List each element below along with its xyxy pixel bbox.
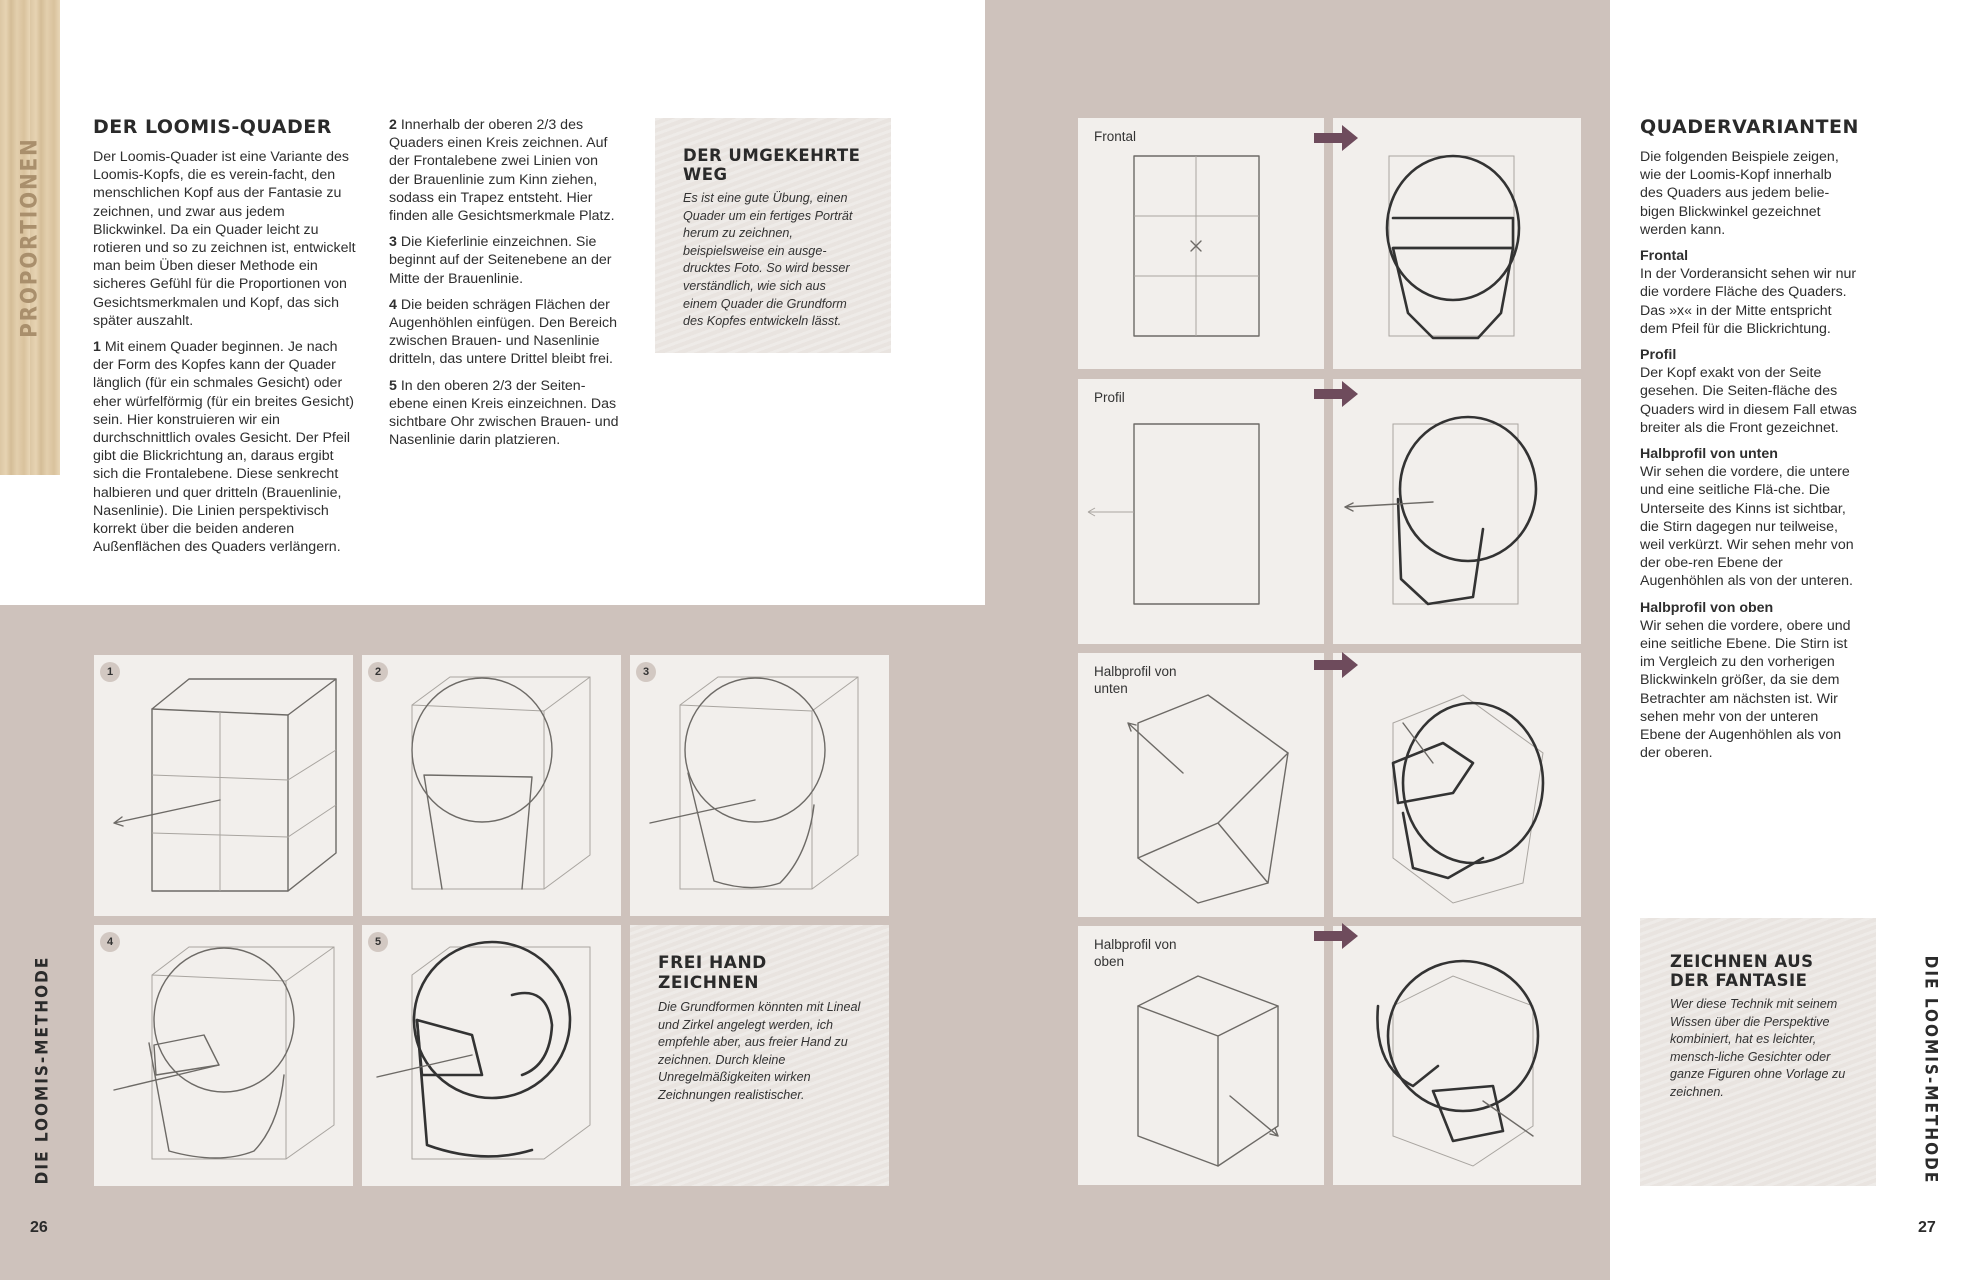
cube-sketch-1: [94, 655, 353, 916]
side-label: PROPORTIONEN: [17, 137, 43, 338]
cube-sketch-3: [630, 655, 889, 916]
step-badge: 4: [100, 932, 120, 952]
page-number-left: 26: [30, 1219, 48, 1236]
view-panel-frontal: [1078, 118, 1324, 369]
tip-box-text: Die Grundformen könnten mit Lineal und Zirkel angelegt werden, ich empfehle aber, aus freier Hand zu zeichnen. Durch kleine Unregelmäßigkeiten wirken Zeichnungen realistischer.: [658, 1000, 861, 1102]
view-panel-halbprofil-unten-head: [1333, 653, 1581, 917]
halbprofil-oben-head-sketch: [1333, 926, 1581, 1185]
arrow-column: [1310, 125, 1360, 1005]
right-intro: Die folgenden Beispiele zeigen, wie der Loomis-Kopf innerhalb des Quaders aus jedem belie-bigen Blickwinkel gezeichnet werden kann.: [1640, 149, 1839, 238]
step-2-text: 2 Innerhalb der oberen 2/3 des Quaders einen Kreis zeichnen. Auf der Frontalebene zwei Linien von der Brauenlinie zum Kinn ziehen, sodass ein Trapez entsteht. Hier finden alle Gesichtsmerkmale Platz.: [389, 117, 615, 225]
cube-sketch-2: [362, 655, 621, 916]
step-badge: 3: [636, 662, 656, 682]
tip-box-umgekehrt: [655, 118, 891, 353]
tip-box-title: FREI HAND ZEICHNEN: [658, 953, 767, 993]
view-label: Halbprofil von unten: [1094, 664, 1177, 696]
view-panel-profil: [1078, 379, 1324, 644]
view-panel-halbprofil-unten: [1078, 653, 1324, 917]
halbprofil-unten-head-sketch: [1333, 653, 1581, 917]
tip-box-text: Wer diese Technik mit seinem Wissen über die Perspektive kombiniert, hat es leichter, mensch-liche Gesichter oder ganze Figuren ohne Vorlage zu zeichnen.: [1670, 997, 1846, 1099]
step-5-text: 5 In den oberen 2/3 der Seiten-ebene einen Kreis einzeichnen. Das sichtbare Ohr zwischen Brauen- und Nasenlinie darin platzieren.: [389, 377, 619, 449]
tip-box-title: ZEICHNEN AUS DER FANTASIE: [1670, 952, 1814, 990]
chapter-label-right: [1908, 955, 1952, 1185]
chapter-text: DIE LOOMIS-METHODE: [32, 955, 53, 1185]
step-panel-2: [362, 655, 621, 916]
step-panel-1: [94, 655, 353, 916]
left-heading: DER LOOMIS-QUADER: [93, 116, 332, 138]
view-panel-profil-head: [1333, 379, 1581, 644]
step-3-text: 3 Die Kieferlinie einzeichnen. Sie beginnt auf der Seitenebene an der Mitte der Brauenlinie.: [389, 234, 612, 287]
section-profil: Profil Der Kopf exakt von der Seite gesehen. Die Seiten-fläche des Quaders wird in diesem Fall etwas breiter als die Front gezeichnet.: [1640, 347, 1857, 436]
tip-box-title: DER UMGEKEHRTE WEG: [683, 146, 861, 184]
step-4-text: 4 Die beiden schrägen Flächen der Augenhöhlen einfügen. Den Bereich zwischen Brauen- und Nasenlinie dritteln, das untere Drittel bleibt frei.: [389, 296, 617, 368]
view-label: Frontal: [1094, 129, 1137, 144]
direction-arrow-4: [1314, 923, 1358, 949]
direction-arrow-2: [1314, 381, 1358, 407]
chapter-text: DIE LOOMIS-METHODE: [1920, 955, 1941, 1185]
view-label: Profil: [1094, 390, 1125, 405]
intro-paragraph: Der Loomis-Quader ist eine Variante des Loomis-Kopfs, die es verein-facht, den menschlichen Kopf aus der Fantasie zu zeichnen, und zwar aus jedem Blickwinkel. Da ein Quader leicht zu rotieren und so zu zeichnen ist, entwickelt man beim Üben dieser Methode ein sicheres Gefühl für die Proportionen von Gesichtsmerkmalen und Kopf, das sich später auszahlt.: [93, 149, 356, 329]
step-badge: 1: [100, 662, 120, 682]
step-badge: 2: [368, 662, 388, 682]
side-tab-proportionen: [0, 0, 60, 475]
section-halbprofil-oben: Halbprofil von oben Wir sehen die vordere, obere und eine seitliche Ebene. Die Stirn ist im Vergleich zu den vorherigen Blickwinkeln größer, da sie dem Betrachter am nächsten ist. Wir sehen mehr von der unteren Ebene der Augenhöhlen als von der oberen.: [1640, 599, 1851, 762]
page-number-right: 27: [1918, 1219, 1936, 1236]
step-panel-4: [94, 925, 353, 1186]
cube-sketch-5: [362, 925, 621, 1186]
profil-head-sketch: [1333, 379, 1581, 644]
view-panel-halbprofil-oben-head: [1333, 926, 1581, 1185]
frontal-head-sketch: [1333, 118, 1581, 369]
tip-box-text: Es ist eine gute Übung, einen Quader um ein fertiges Porträt herum zu zeichnen, beispielsweise ein ausge-drucktes Foto. So wird besser verständlich, wie sich aus einem Quader die Grundform des Kopfes entwickeln lässt.: [683, 191, 853, 329]
left-col2: [389, 116, 619, 457]
view-panel-halbprofil-oben: [1078, 926, 1324, 1185]
right-column: [1640, 148, 1858, 771]
section-halbprofil-unten: Halbprofil von unten Wir sehen die vordere, die untere und eine seitliche Flä-che. Die Unterseite des Kinns ist sichtbar, die Stirn dagegen nur teilweise, weil verkürzt. Wir sehen mehr von der obe-ren Ebene der Augenhöhlen als von der unteren.: [1640, 446, 1854, 590]
view-panel-frontal-head: [1333, 118, 1581, 369]
direction-arrow-3: [1314, 652, 1358, 678]
step-panel-5: [362, 925, 621, 1186]
step-badge: 5: [368, 932, 388, 952]
chapter-label-left: [20, 955, 64, 1185]
right-heading: QUADERVARIANTEN: [1640, 116, 1859, 138]
direction-arrow-1: [1314, 125, 1358, 151]
step-1-text: 1 Mit einem Quader beginnen. Je nach der Form des Kopfes kann der Quader länglich (für ein schmales Gesicht) oder eher würfelförmig (für ein breites Gesicht) sein. Hier konstruieren wir ein durchschnittlich ovales Gesicht. Der Pfeil gibt die Blickrichtung an, daraus ergibt sich die Frontalebene. Diese senkrecht halbieren und quer dritteln (Brauenlinie, Nasenlinie). Die Linien perspektivisch korrekt über die beiden anderen Außenflächen des Quaders verlängern.: [93, 339, 354, 556]
profil-box-sketch: [1078, 379, 1324, 644]
frontal-box-sketch: [1078, 118, 1324, 369]
step-panel-3: [630, 655, 889, 916]
left-col1: [93, 148, 358, 564]
tip-box-freihand: [630, 925, 889, 1186]
section-frontal: Frontal In der Vorderansicht sehen wir nur die vordere Fläche des Quaders. Das »x« in der Mitte entspricht dem Pfeil für die Blickrichtung.: [1640, 248, 1857, 337]
view-label: Halbprofil von oben: [1094, 937, 1177, 969]
cube-sketch-4: [94, 925, 353, 1186]
tip-box-fantasie: [1640, 918, 1876, 1186]
